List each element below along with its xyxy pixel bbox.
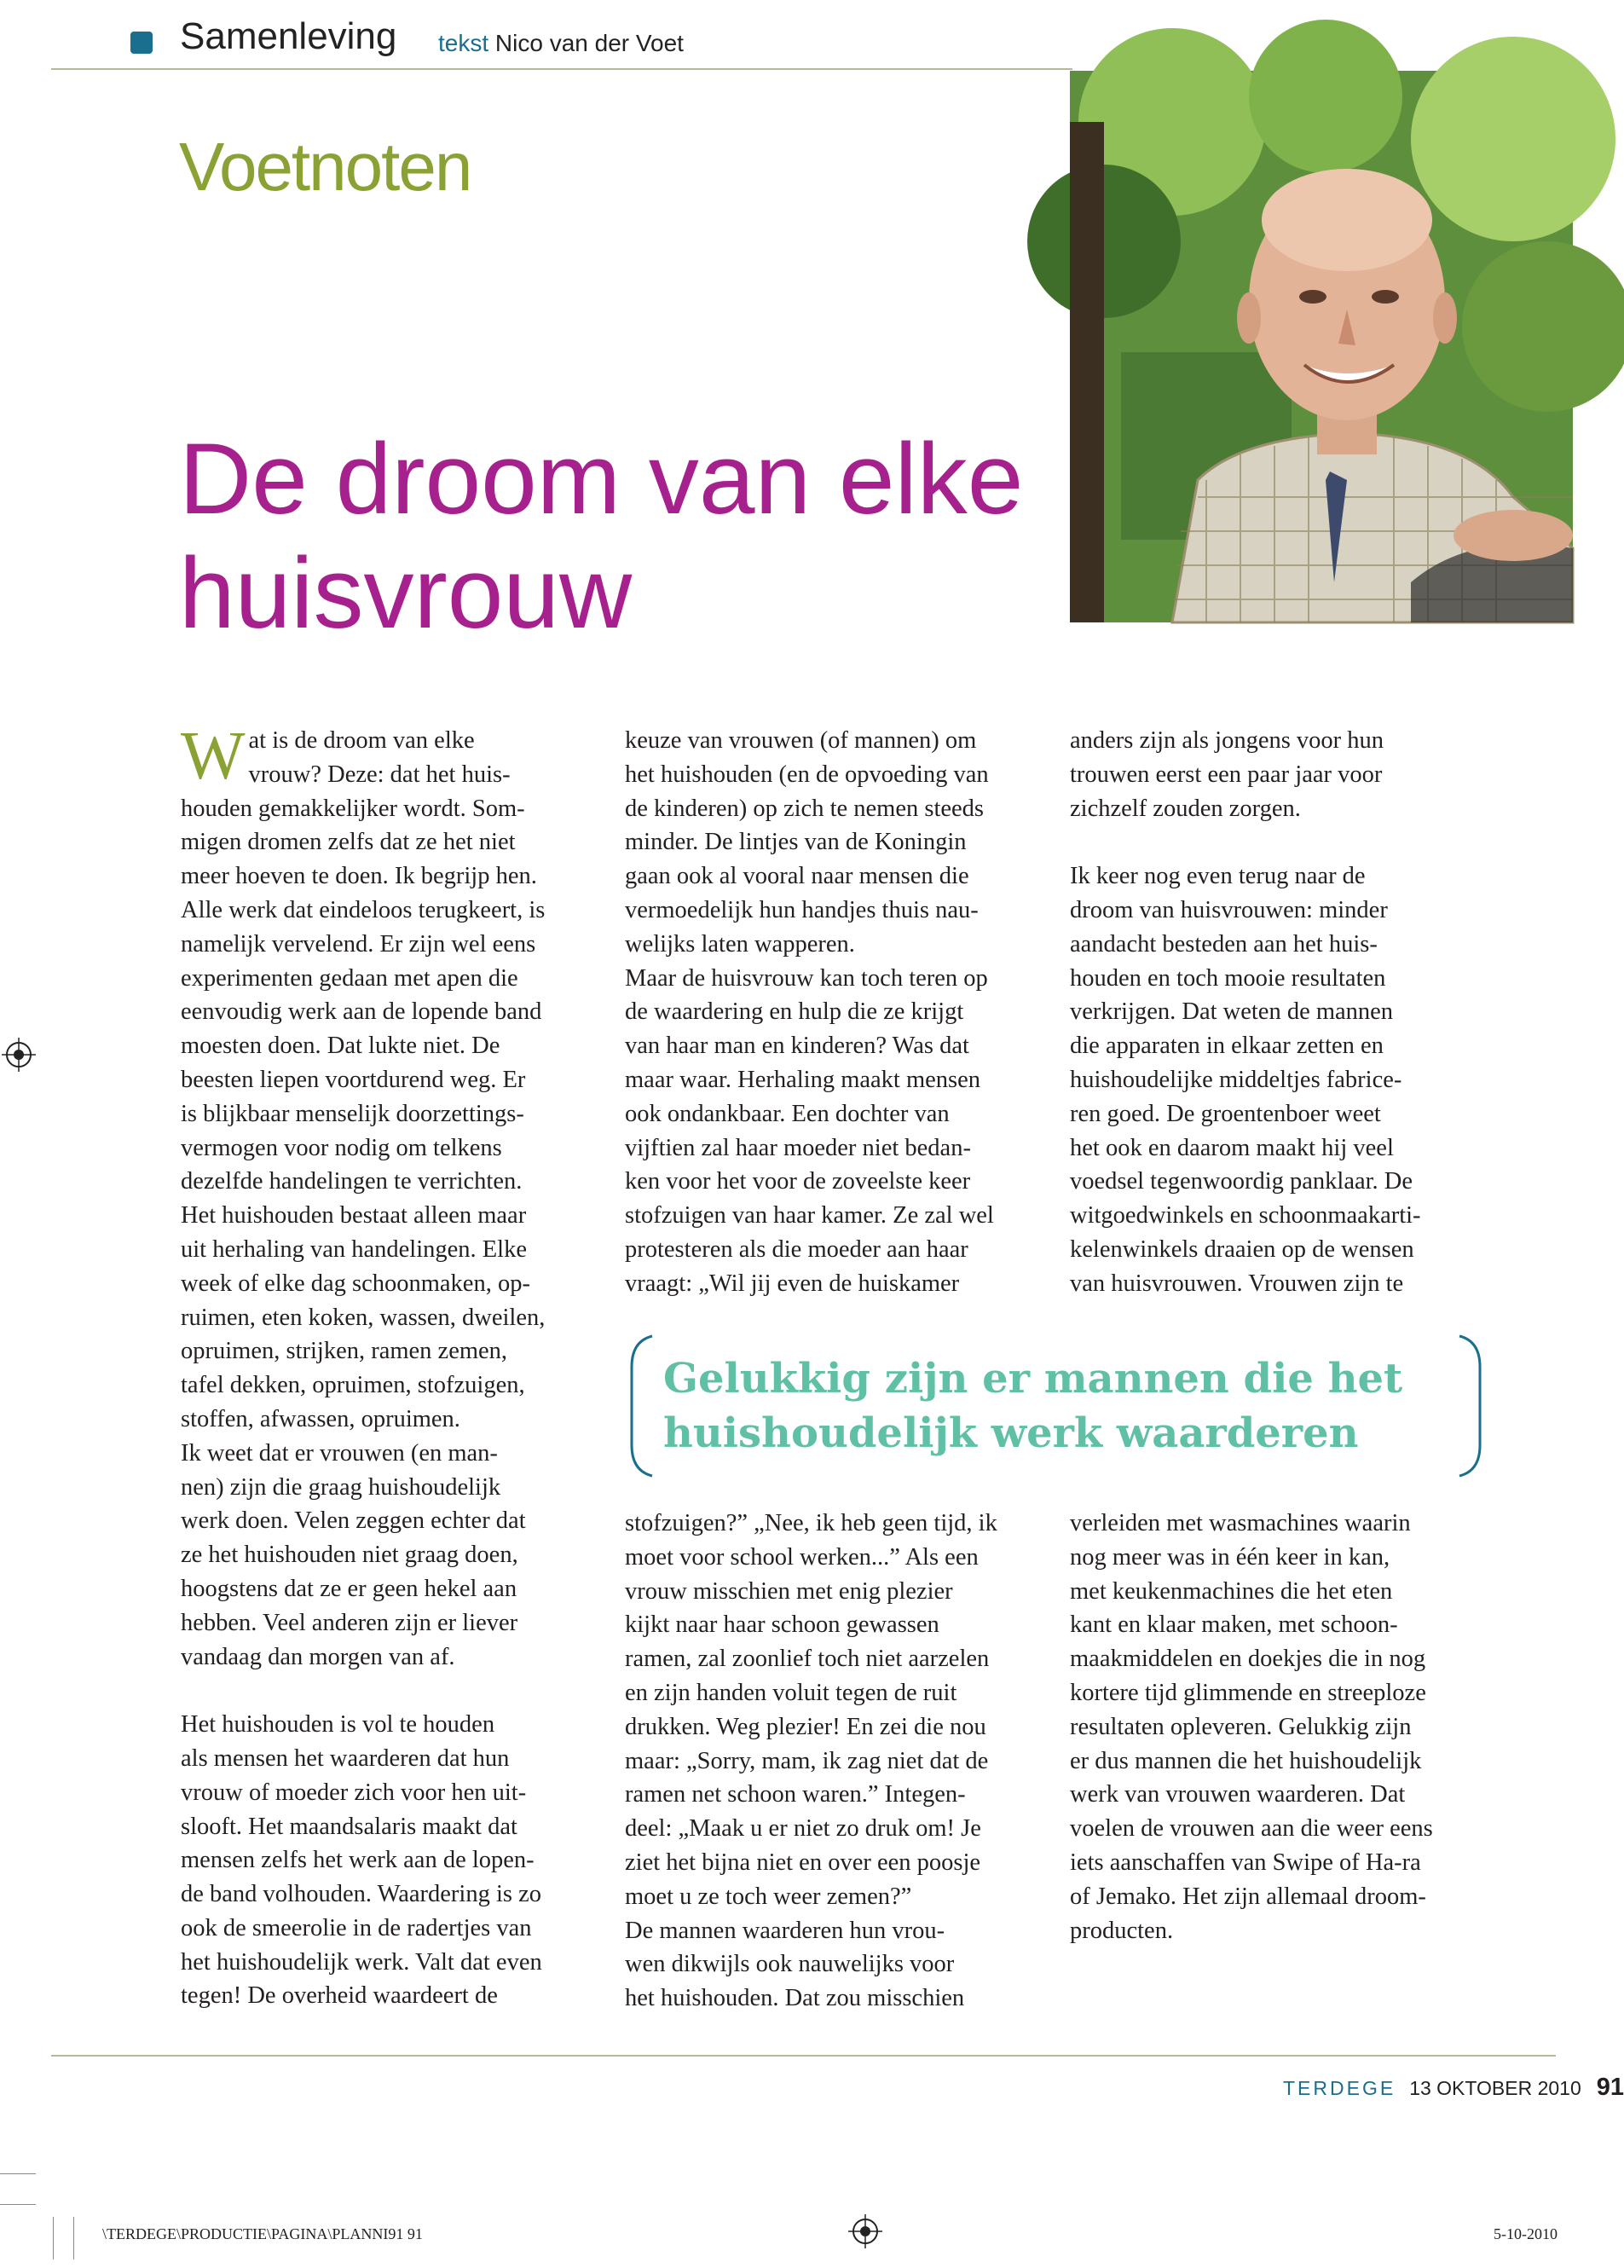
body-column-2-bottom: stofzuigen?” „Nee, ik heb geen tijd, ik moet voor school werken...” Als een vrouw misschien met enig plezier kijkt naar haar schoon gewassen ramen, zal zoonlief toch niet aarzelen en zijn handen voluit tegen de ruit drukken. Weg plezier! En zei die nou maar: „Sorry, mam, ik zag niet dat de ramen net schoon waren.” Integen- deel: „Maak u er niet zo druk om! Je ziet het bijna niet en over een poosje moet u ze toch weer zemen?” De mannen waarderen hun vrou- wen dikwijls ook nauwelijks voor het huishouden. Dat zou misschien <box>625 1510 997 2012</box>
byline-label: tekst <box>438 30 489 56</box>
page-number: 91 <box>1596 2074 1624 2101</box>
body-column-3-bottom: verleiden met wasmachines waarin nog meer was in één keer in kan, met keukenmachines die het eten kant en klaar maken, met schoon- maakmiddelen en doekjes die in nog kortere tijd glimmende en streeploze resultaten opleveren. Gelukkig zijn er dus mannen die het huishoudelijk werk van vrouwen waarderen. Dat voelen de vrouwen aan die weer eens iets aanschaffen van Swipe of Ha-ra of Jemako. Het zijn allemaal droom- producten. <box>1070 1510 1433 1944</box>
print-slug-date: 5-10-2010 <box>1494 2225 1558 2242</box>
publication-name: TERDEGE <box>1283 2077 1396 2099</box>
registration-mark-icon <box>848 2214 882 2248</box>
body-column-2-top: keuze van vrouwen (of mannen) om het huishouden (en de opvoeding van de kinderen) op zich te nemen steeds minder. De lintjes van de Koningin gaan ook al vooral naar mensen die vermoedelijk hun handjes thuis nau- welijks laten wapperen. Maar de huisvrouw kan toch teren op de waardering en hulp die ze krijgt van haar man en kinderen? Was dat maar waar. Herhaling maakt mensen ook ondankbaar. Een dochter van vijftien zal haar moeder niet bedan- ken voor het voor de zoveelste keer stofzuigen van haar kamer. Ze zal wel protesteren als die moeder aan haar vraagt: „Wil jij even de huiskamer <box>625 727 994 1297</box>
body-column-3-top: anders zijn als jongens voor hun trouwen eerst een paar jaar voor zichzelf zouden zorgen. Ik keer nog even terug naar de droom van huisvrouwen: minder aandacht besteden aan het huis- houden en toch mooie resultaten verkrijgen. Dat weten de mannen die apparaten in elkaar zetten en huishoudelijke middeltjes fabrice- ren goed. De groentenboer weet het ook en daarom maakt hij veel voedsel tegenwoordig panklaar. De witgoedwinkels en schoonmaakarti- kelenwinkels draaien op de wensen van huisvrouwen. Vrouwen zijn te <box>1070 727 1421 1297</box>
crop-mark <box>0 2204 36 2205</box>
author-portrait-image <box>1070 71 1573 622</box>
crop-mark <box>53 2217 54 2259</box>
byline <box>438 30 684 57</box>
section-name: Samenleving <box>180 15 397 57</box>
column-kicker: Voetnoten <box>179 129 471 205</box>
drop-cap: W <box>181 719 246 794</box>
author-photo <box>1070 71 1573 622</box>
body-column-1 <box>181 719 607 2013</box>
header-rule <box>51 68 1072 70</box>
crop-mark <box>0 2173 36 2174</box>
registration-mark-icon <box>2 1038 36 1072</box>
issue-date: 13 OKTOBER 2010 <box>1409 2077 1581 2099</box>
footer-rule <box>51 2055 1556 2057</box>
page-footer <box>1283 2074 1624 2102</box>
pull-quote <box>627 1333 1485 1479</box>
body-column-1-text: at is de droom van elke vrouw? Deze: dat het huis- houden gemakkelijker wordt. Som- migen dromen zelfs dat ze het niet meer hoeven te doen. Ik begrijp hen. Alle werk dat eindeloos terugkeert, is namelijk vervelend. Er zijn wel eens experimenten gedaan met apen die eenvoudig werk aan de lopende band moesten doen. Dat lukte niet. De beesten liepen voortdurend weg. Er is blijkbaar menselijk doorzettings- vermogen voor nodig om telkens dezelfde handelingen te verrichten. Het huishouden bestaat alleen maar uit herhaling van handelingen. Elke week of elke dag schoonmaken, op- ruimen, eten koken, wassen, dweilen, opruimen, strijken, ramen zemen, tafel dekken, opruimen, stofzuigen, stoffen, afwassen, opruimen. Ik weet dat er vrouwen (en man- nen) zijn die graag huishoudelijk werk doen. Velen zeggen echter dat ze het huishouden niet graag doen, hoogstens dat ze er geen hekel aan hebben. Veel anderen zijn er liever vandaag dan morgen van af. Het huishouden is vol te houden als mensen het waarderen dat hun vrouw of moeder zich voor hen uit- slooft. Het maandsalaris maakt dat mensen zelfs het werk aan de lopen- de band volhouden. Waardering is zo ook de smeerolie in de radertjes van het huishoudelijk werk. Valt dat even tegen! De overheid waardeert de <box>181 727 546 2010</box>
crop-mark <box>73 2217 74 2259</box>
article-headline: De droom van elke huisvrouw <box>179 423 1024 650</box>
byline-author: Nico van der Voet <box>494 30 684 56</box>
print-slug-path: \TERDEGE\PRODUCTIE\PAGINA\PLANNI91 91 <box>102 2225 423 2242</box>
pull-quote-text: Gelukkig zijn er mannen die het huishoudelijk werk waarderen <box>663 1355 1403 1457</box>
section-marker-square <box>130 32 153 54</box>
